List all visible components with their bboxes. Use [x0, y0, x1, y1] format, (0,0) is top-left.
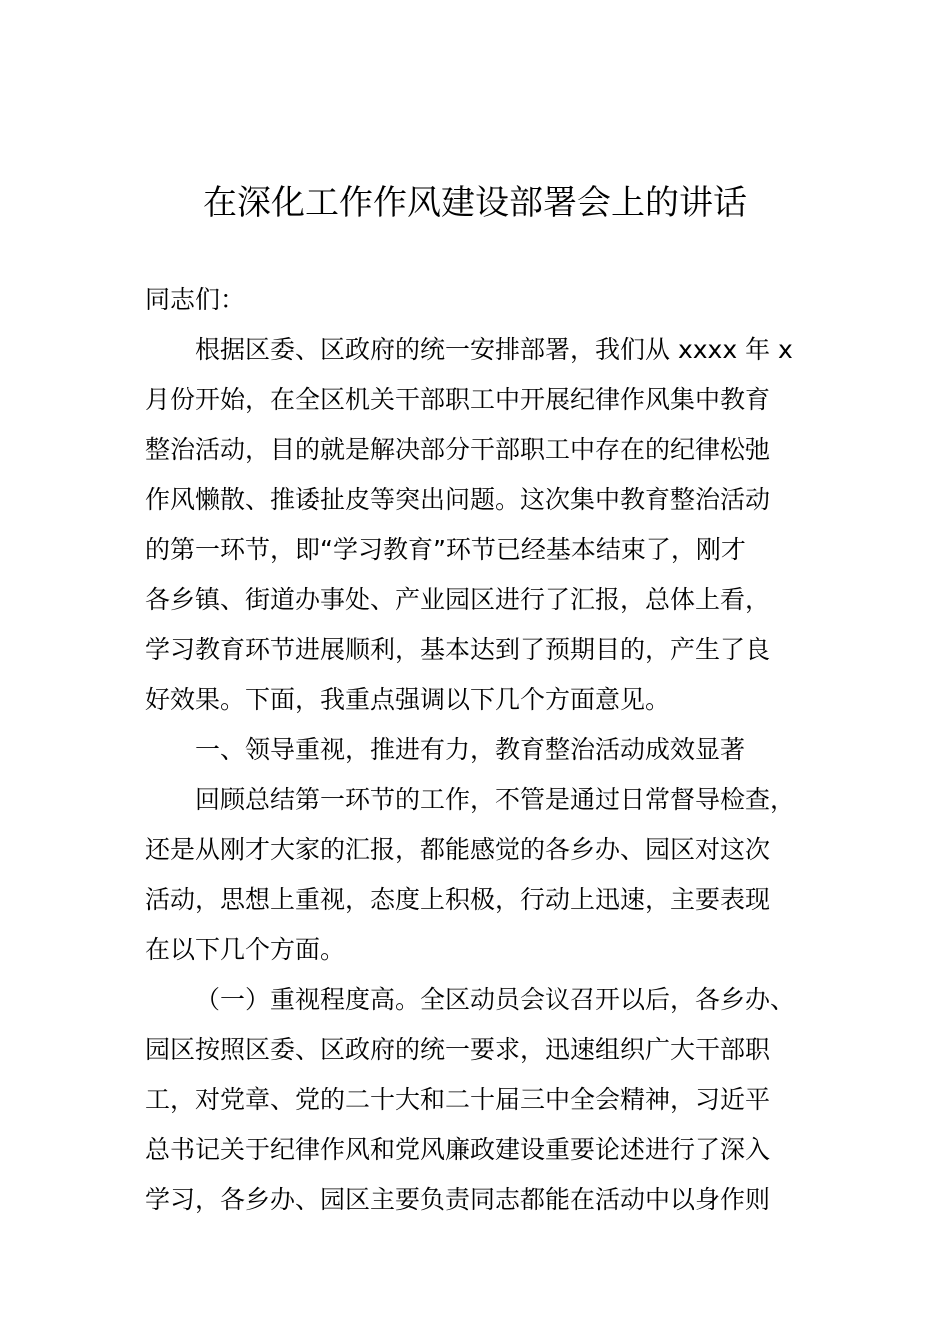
- paragraph-line: （一）重视程度高。全区动员会议召开以后，各乡办、: [195, 985, 796, 1014]
- paragraph-line: 还是从刚才大家的汇报，都能感觉的各乡办、园区对这次: [145, 835, 771, 864]
- section-heading: 一、领导重视，推进有力，教育整治活动成效显著: [195, 735, 746, 764]
- paragraph-line: 活动，思想上重视，态度上积极，行动上迅速，主要表现: [145, 885, 771, 914]
- paragraph-line: 月份开始，在全区机关干部职工中开展纪律作风集中教育: [145, 385, 771, 414]
- paragraph-line: 回顾总结第一环节的工作，不管是通过日常督导检查，: [195, 785, 796, 814]
- paragraph-line: 园区按照区委、区政府的统一要求，迅速组织广大干部职: [145, 1035, 771, 1064]
- salutation: 同志们：: [145, 285, 246, 314]
- paragraph-line: 学习，各乡办、园区主要负责同志都能在活动中以身作则: [145, 1185, 771, 1214]
- paragraph-line: 整治活动，目的就是解决部分干部职工中存在的纪律松弛: [145, 435, 771, 464]
- paragraph-line: 好效果。下面，我重点强调以下几个方面意见。: [145, 685, 671, 714]
- paragraph-line: 总书记关于纪律作风和党风廉政建设重要论述进行了深入: [145, 1135, 771, 1164]
- paragraph-line: 学习教育环节进展顺利，基本达到了预期目的，产生了良: [145, 635, 771, 664]
- paragraph-line: 各乡镇、街道办事处、产业园区进行了汇报，总体上看，: [145, 585, 771, 614]
- paragraph-line: 在以下几个方面。: [145, 935, 346, 964]
- paragraph-line: 工，对党章、党的二十大和二十届三中全会精神，习近平: [145, 1085, 771, 1114]
- paragraph-line: 作风懒散、推诿扯皮等突出问题。这次集中教育整治活动: [145, 485, 771, 514]
- paragraph-line: 根据区委、区政府的统一安排部署，我们从 xxxx 年 x: [195, 335, 793, 364]
- document-title: 在深化工作作风建设部署会上的讲话: [203, 183, 747, 223]
- paragraph-line: 的第一环节，即“学习教育”环节已经基本结束了，刚才: [145, 535, 746, 564]
